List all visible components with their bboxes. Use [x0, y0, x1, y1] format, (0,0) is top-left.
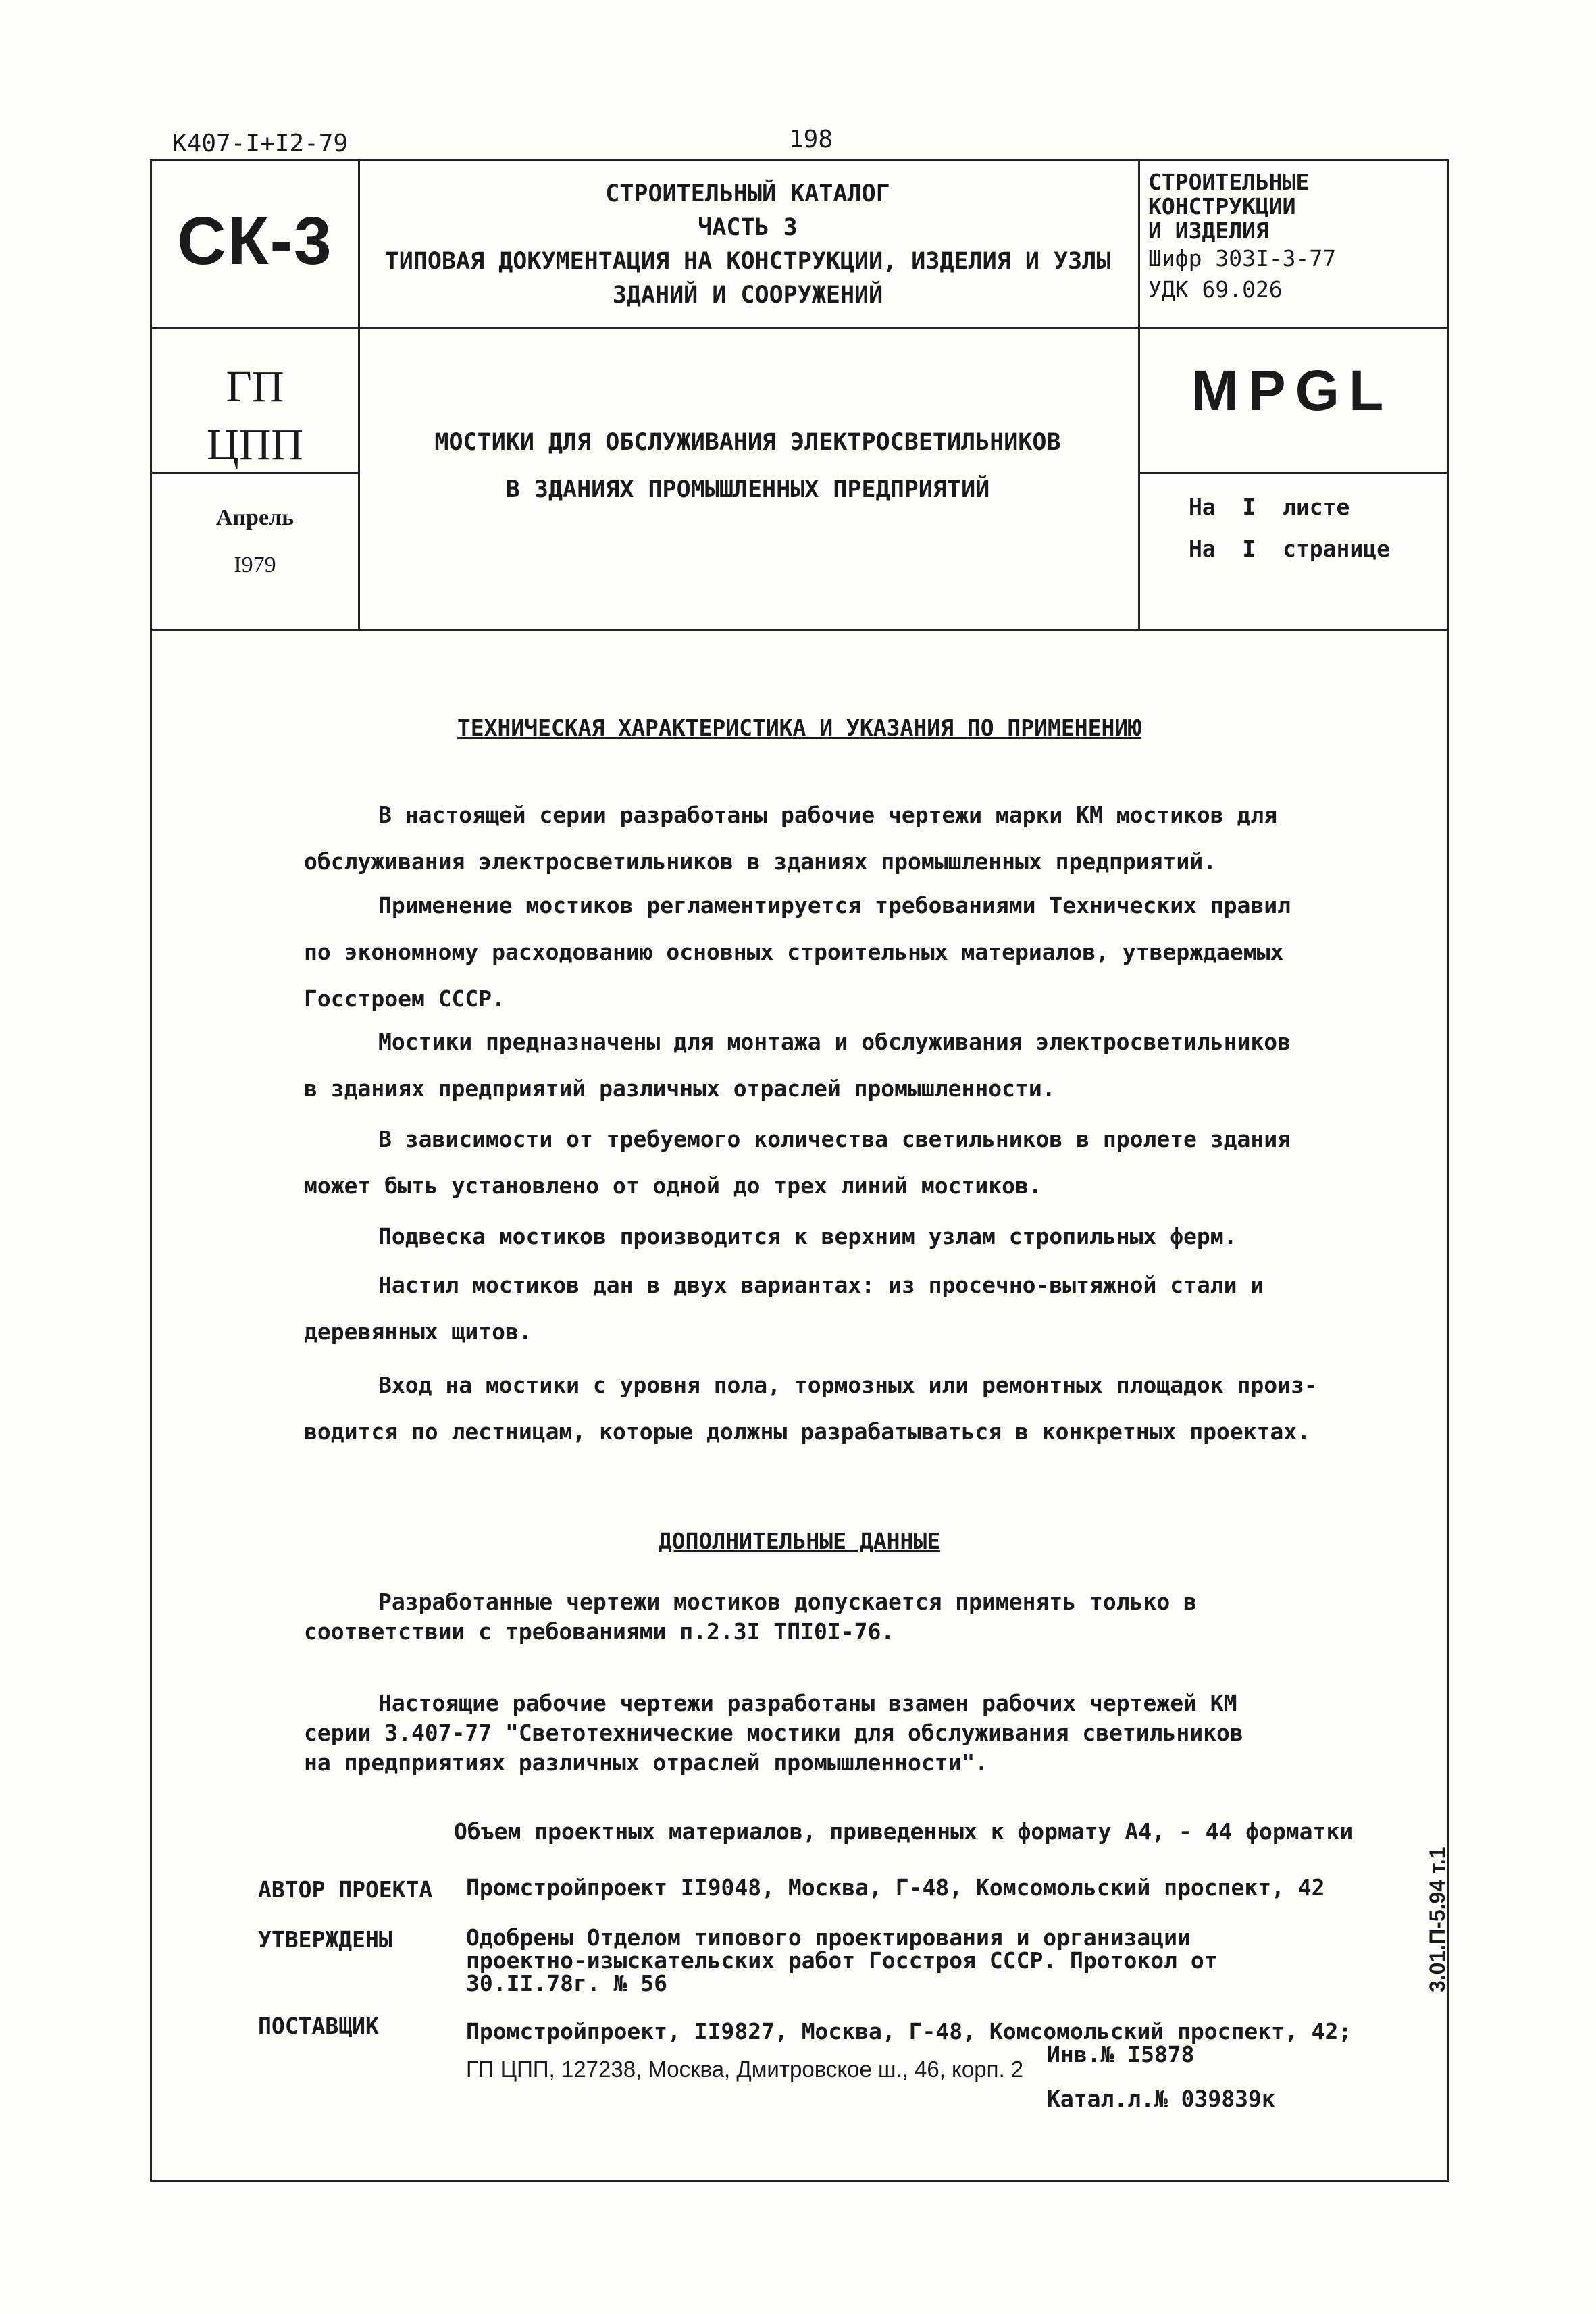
volume-note: Объем проектных материалов, приведенных к формату А4, - 44 форматки	[454, 1818, 1354, 1845]
author-value: Промстройпроект II9048, Москва, Г-48, Комсомольский проспект, 42	[466, 1874, 1325, 1901]
paragraph-line: по экономному расходованию основных строительных материалов, утверждаемых	[304, 939, 1284, 965]
sheet-line: На I странице	[1189, 536, 1391, 562]
supplier-label: ПОСТАВЩИК	[258, 2013, 379, 2039]
classification-line: СТРОИТЕЛЬНЫЕ	[1148, 169, 1310, 195]
document-title-line: В ЗДАНИЯХ ПРОМЫШЛЕННЫХ ПРЕДПРИЯТИЙ	[505, 476, 990, 503]
approved-line: 30.II.78г. № 56	[466, 1970, 668, 1997]
issue-year: I979	[234, 552, 276, 577]
paragraph	[304, 792, 1358, 885]
classification-block	[1148, 170, 1445, 305]
organization-line: ЦПП	[207, 420, 303, 469]
document-code-mark: MPGL	[1191, 359, 1393, 422]
catalog-line: ЧАСТЬ 3	[698, 214, 798, 241]
sheet-line: На I листе	[1189, 494, 1350, 520]
paragraph-line: Подвеска мостиков производится к верхним узлам стропильных ферм.	[378, 1223, 1237, 1250]
approved-value	[466, 1926, 1218, 1995]
paragraph	[304, 1213, 1358, 1260]
section-heading: ТЕХНИЧЕСКАЯ ХАРАКТЕРИСТИКА И УКАЗАНИЯ ПО ПРИМЕНЕНИЮ	[457, 715, 1142, 741]
series-mark: СК-3	[177, 203, 333, 279]
paragraph-line: соответствии с требованиями п.2.3I ТПI0I-76.	[304, 1618, 895, 1645]
catalog-line: ТИПОВАЯ ДОКУМЕНТАЦИЯ НА КОНСТРУКЦИИ, ИЗДЕЛИЯ И УЗЛЫ	[384, 248, 1111, 275]
paragraph-line: Мостики предназначены для монтажа и обслуживания электросветильников	[378, 1029, 1291, 1055]
paragraph-line: серии 3.407-77 "Светотехнические мостики для обслуживания светильников	[304, 1720, 1243, 1746]
title-grid-line	[152, 629, 1447, 631]
section-heading: ДОПОЛНИТЕЛЬНЫЕ ДАННЫЕ	[658, 1528, 941, 1554]
approved-line: Одобрены Отделом типового проектирования и организации	[466, 1924, 1191, 1951]
paragraph-line: в зданиях предприятий различных отраслей промышленности.	[304, 1075, 1056, 1102]
paragraph-line: может быть установлено от одной до трех линий мостиков.	[304, 1173, 1042, 1199]
organization-name	[152, 358, 358, 474]
paragraph	[304, 1689, 1358, 1778]
paragraph-line: Настил мостиков дан в двух вариантах: из просечно-вытяжной стали и	[378, 1272, 1264, 1298]
title-grid-line	[1138, 472, 1447, 474]
approved-line: проектно-изыскательских работ Госстроя СССР. Протокол от	[466, 1947, 1218, 1974]
paragraph	[304, 1019, 1358, 1112]
paragraph	[304, 1587, 1358, 1647]
paragraph-line: Вход на мостики с уровня пола, тормозных или ремонтных площадок произ-	[378, 1372, 1318, 1398]
approved-label: УТВЕРЖДЕНЫ	[258, 1926, 392, 1953]
paragraph	[304, 1116, 1358, 1209]
paragraph	[304, 1362, 1358, 1455]
title-grid-line	[152, 327, 1447, 329]
sheet-count	[1189, 486, 1390, 570]
catalog-description	[359, 177, 1136, 312]
catalog-line: СТРОИТЕЛЬНЫЙ КАТАЛОГ	[605, 180, 890, 207]
page-number: 198	[789, 126, 833, 153]
side-stamp: 3.01.П-5.94 т.1	[1425, 1847, 1449, 1992]
paragraph-line: на предприятиях различных отраслей промышленности".	[304, 1749, 989, 1776]
inventory-number: Инв.№ I5878	[1047, 2041, 1195, 2067]
paragraph-line: В зависимости от требуемого количества светильников в пролете здания	[378, 1126, 1291, 1152]
author-label: АВТОР ПРОЕКТА	[258, 1876, 433, 1903]
paragraph	[304, 882, 1358, 1022]
supplier-line: ГП ЦПП, 127238, Москва, Дмитровское ш., 46, корп. 2	[466, 2057, 1024, 2082]
paragraph-line: обслуживания электросветильников в зданиях промышленных предприятий.	[304, 848, 1217, 875]
document-code: К407-I+I2-79	[172, 130, 349, 157]
catalog-sheet-number: Катал.л.№ 039839к	[1047, 2086, 1275, 2112]
supplier-line: Промстройпроект, II9827, Москва, Г-48, Комсомольский проспект, 42;	[466, 2018, 1352, 2045]
classification-line: КОНСТРУКЦИИ	[1148, 193, 1296, 220]
classification-line: И ИЗДЕЛИЯ	[1148, 217, 1269, 244]
paragraph-line: Применение мостиков регламентируется требованиями Технических правил	[378, 892, 1291, 919]
paragraph-line: Настоящие рабочие чертежи разработаны взамен рабочих чертежей КМ	[378, 1690, 1237, 1716]
issue-month: Апрель	[215, 505, 294, 530]
paragraph-line: деревянных щитов.	[304, 1318, 532, 1345]
paragraph-line: Госстроем СССР.	[304, 985, 506, 1012]
supplier-value	[466, 2013, 1352, 2088]
organization-line: ГП	[226, 362, 284, 411]
paragraph-line: Разработанные чертежи мостиков допускается применять только в	[378, 1589, 1197, 1615]
classification-line: Шифр 303I-3-77	[1148, 245, 1337, 272]
catalog-line: ЗДАНИЙ И СООРУЖЕНИЙ	[612, 282, 883, 309]
paragraph-line: В настоящей серии разработаны рабочие чертежи марки КМ мостиков для	[378, 802, 1278, 828]
document-title-line: МОСТИКИ ДЛЯ ОБСЛУЖИВАНИЯ ЭЛЕКТРОСВЕТИЛЬНИКОВ	[434, 429, 1061, 456]
classification-line: УДК 69.026	[1148, 276, 1283, 303]
document-title	[359, 419, 1136, 513]
paragraph	[304, 1262, 1358, 1355]
paragraph-line: водится по лестницам, которые должны разрабатываться в конкретных проектах.	[304, 1418, 1311, 1445]
